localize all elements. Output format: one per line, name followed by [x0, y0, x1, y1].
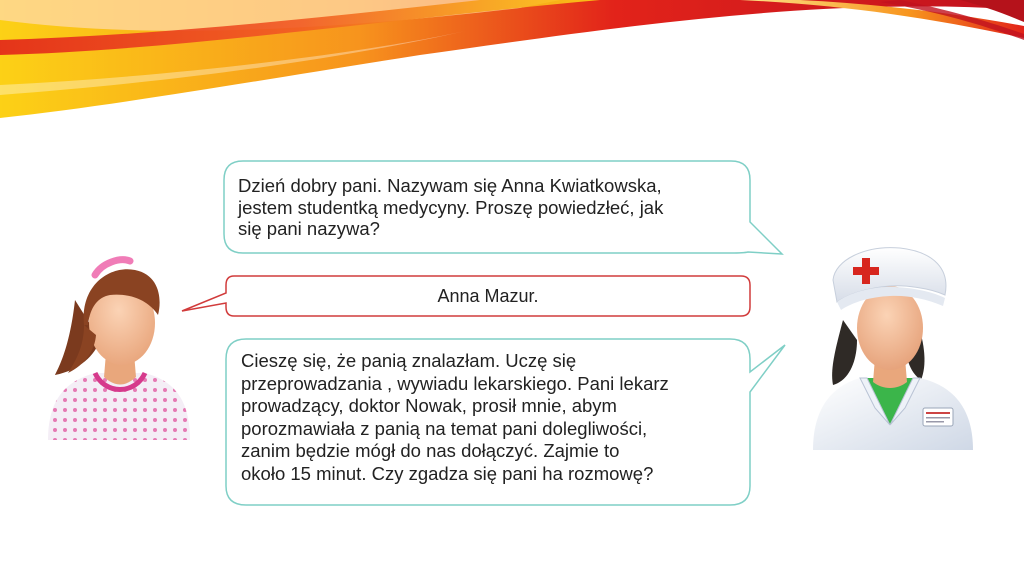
- student-greeting-text: Dzień dobry pani. Nazywam się Anna Kwiatkowska, jestem studentką medycyny. Proszę powiedzłeć, jak się pani nazywa?: [238, 175, 664, 239]
- patient-reply-text: Anna Mazur.: [437, 286, 539, 306]
- nurse-icon: [805, 240, 985, 455]
- student-explanation-text: Cieszę się, że panią znalazłam. Uczę się przeprowadzania , wywiadu lekarskiego. Pani lekarz prowadzący, doktor Nowak, prosił mnie, abym porozmawiała z panią na temat pani dolegliwości, zanim będzie mógł do nas dołączyć. Zajmie to około 15 minut. Czy zgadza się pani ha rozmowę?: [241, 350, 669, 484]
- patient-icon: [40, 245, 200, 455]
